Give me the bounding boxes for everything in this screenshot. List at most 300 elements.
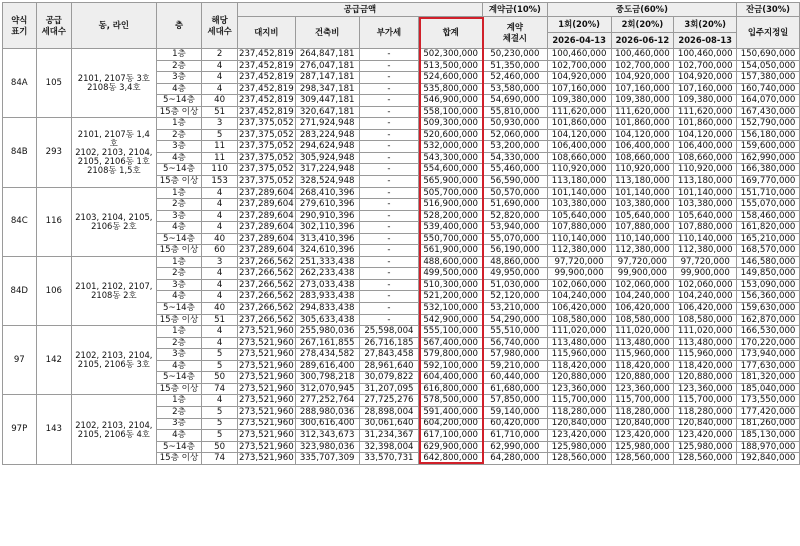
total-cell: 513,500,000 bbox=[419, 60, 483, 72]
mid3-cell: 113,480,000 bbox=[674, 337, 737, 349]
balance-cell: 185,040,000 bbox=[737, 383, 800, 395]
type-cell: 84A bbox=[3, 49, 37, 118]
type-cell: 84B bbox=[3, 118, 37, 187]
total-cell: 488,600,000 bbox=[419, 256, 483, 268]
deposit-cell: 53,940,000 bbox=[483, 222, 548, 234]
mid3-cell: 115,960,000 bbox=[674, 349, 737, 361]
mid3-cell: 106,400,000 bbox=[674, 141, 737, 153]
price-table-container bbox=[2, 2, 800, 465]
header-floor: 층 bbox=[156, 3, 202, 49]
header-deposit: 계약금(10%) bbox=[483, 3, 548, 17]
vat-cell: - bbox=[359, 164, 419, 176]
total-cell: 578,500,000 bbox=[419, 395, 483, 407]
build-cost-cell: 288,980,036 bbox=[295, 406, 359, 418]
balance-cell: 185,130,000 bbox=[737, 430, 800, 442]
balance-cell: 156,360,000 bbox=[737, 291, 800, 303]
vat-cell: - bbox=[359, 152, 419, 164]
balance-cell: 154,050,000 bbox=[737, 60, 800, 72]
floor-cell: 3층 bbox=[156, 418, 202, 430]
mid1-cell: 112,380,000 bbox=[547, 245, 611, 257]
floor-cell: 5~14층 bbox=[156, 303, 202, 315]
deposit-cell: 51,350,000 bbox=[483, 60, 548, 72]
build-cost-cell: 302,110,396 bbox=[295, 222, 359, 234]
balance-cell: 161,820,000 bbox=[737, 222, 800, 234]
mid1-cell: 120,840,000 bbox=[547, 418, 611, 430]
mid2-cell: 97,720,000 bbox=[611, 256, 674, 268]
balance-cell: 177,420,000 bbox=[737, 406, 800, 418]
total-cell: 499,500,000 bbox=[419, 268, 483, 280]
units-cell: 51 bbox=[202, 314, 237, 326]
total-cell: 542,900,000 bbox=[419, 314, 483, 326]
mid1-cell: 99,900,000 bbox=[547, 268, 611, 280]
land-cell: 237,375,052 bbox=[239, 152, 294, 163]
building-cell: 2101, 2107동 1,4호 2102, 2103, 2104, 2105, 2106동 1호 2108동 1,5호 bbox=[72, 118, 157, 187]
balance-cell: 168,570,000 bbox=[737, 245, 800, 257]
mid3-cell: 107,880,000 bbox=[674, 222, 737, 234]
households-cell: 143 bbox=[36, 395, 71, 464]
floor-cell: 1층 bbox=[156, 49, 202, 61]
deposit-cell: 55,460,000 bbox=[483, 164, 548, 176]
header-units: 해당 세대수 bbox=[202, 3, 237, 49]
balance-cell: 146,580,000 bbox=[737, 256, 800, 268]
total-cell: 616,800,000 bbox=[419, 383, 483, 395]
floor-cell: 3층 bbox=[156, 141, 202, 153]
mid2-cell: 111,620,000 bbox=[611, 106, 674, 118]
vat-cell: 30,079,822 bbox=[359, 372, 419, 384]
balance-cell: 170,220,000 bbox=[737, 337, 800, 349]
balance-cell: 156,180,000 bbox=[737, 129, 800, 141]
total-cell: 509,300,000 bbox=[419, 118, 483, 130]
type-cell: 84C bbox=[3, 187, 37, 256]
balance-cell: 173,940,000 bbox=[737, 349, 800, 361]
table-row bbox=[3, 395, 800, 407]
floor-cell: 3층 bbox=[156, 72, 202, 84]
deposit-cell: 62,990,000 bbox=[483, 441, 548, 453]
build-cost-cell: 317,224,948 bbox=[295, 164, 359, 176]
build-cost-cell: 298,347,181 bbox=[295, 83, 359, 95]
build-cost-cell: 277,252,764 bbox=[295, 395, 359, 407]
mid2-cell: 100,460,000 bbox=[611, 49, 674, 61]
households-cell: 105 bbox=[36, 49, 71, 118]
build-cost-cell: 287,147,181 bbox=[295, 72, 359, 84]
deposit-cell: 52,460,000 bbox=[483, 72, 548, 84]
mid1-cell: 123,420,000 bbox=[547, 430, 611, 442]
vat-cell: - bbox=[359, 268, 419, 280]
mid1-cell: 104,920,000 bbox=[547, 72, 611, 84]
vat-cell: - bbox=[359, 222, 419, 234]
land-cell: 273,521,960 bbox=[239, 372, 294, 383]
mid1-cell: 110,140,000 bbox=[547, 233, 611, 245]
land-cell: 237,452,819 bbox=[239, 48, 294, 59]
mid3-cell: 100,460,000 bbox=[674, 49, 737, 61]
units-cell: 4 bbox=[202, 279, 237, 291]
mid3-cell: 107,160,000 bbox=[674, 83, 737, 95]
mid2-cell: 111,020,000 bbox=[611, 326, 674, 338]
header-building: 동, 라인 bbox=[72, 3, 157, 49]
land-cell: 237,289,604 bbox=[239, 222, 294, 233]
floor-cell: 15층 이상 bbox=[156, 453, 202, 465]
floor-cell: 1층 bbox=[156, 187, 202, 199]
mid3-cell: 104,920,000 bbox=[674, 72, 737, 84]
build-cost-cell: 278,434,582 bbox=[295, 349, 359, 361]
deposit-cell: 61,710,000 bbox=[483, 430, 548, 442]
units-cell: 4 bbox=[202, 326, 237, 338]
mid3-cell: 123,420,000 bbox=[674, 430, 737, 442]
land-cell: 237,452,819 bbox=[239, 60, 294, 71]
deposit-cell: 60,440,000 bbox=[483, 372, 548, 384]
mid2-cell: 123,360,000 bbox=[611, 383, 674, 395]
mid1-cell: 108,580,000 bbox=[547, 314, 611, 326]
mid1-cell: 110,920,000 bbox=[547, 164, 611, 176]
balance-cell: 167,430,000 bbox=[737, 106, 800, 118]
units-cell: 74 bbox=[202, 453, 237, 465]
build-cost-cell: 271,924,948 bbox=[295, 118, 359, 130]
total-cell: 532,000,000 bbox=[419, 141, 483, 153]
build-cost-cell: 283,933,438 bbox=[295, 291, 359, 303]
mid3-cell: 106,420,000 bbox=[674, 303, 737, 315]
mid2-cell: 108,660,000 bbox=[611, 152, 674, 164]
deposit-cell: 52,060,000 bbox=[483, 129, 548, 141]
build-cost-cell: 328,524,948 bbox=[295, 176, 359, 188]
balance-cell: 151,710,000 bbox=[737, 187, 800, 199]
header-vat: 부가세 bbox=[359, 17, 419, 49]
mid1-cell: 104,240,000 bbox=[547, 291, 611, 303]
mid3-cell: 123,360,000 bbox=[674, 383, 737, 395]
vat-cell: - bbox=[359, 49, 419, 61]
header-land: 대지비 bbox=[237, 17, 295, 49]
total-cell: 629,900,000 bbox=[419, 441, 483, 453]
land-cell: 237,375,052 bbox=[239, 175, 294, 186]
mid3-cell: 120,880,000 bbox=[674, 372, 737, 384]
deposit-cell: 57,980,000 bbox=[483, 349, 548, 361]
type-cell: 84D bbox=[3, 256, 37, 325]
build-cost-cell: 312,070,945 bbox=[295, 383, 359, 395]
vat-cell: - bbox=[359, 199, 419, 211]
land-cell: 273,521,960 bbox=[239, 395, 294, 406]
mid2-cell: 104,920,000 bbox=[611, 72, 674, 84]
mid1-cell: 118,420,000 bbox=[547, 360, 611, 372]
build-cost-cell: 294,833,438 bbox=[295, 303, 359, 315]
mid1-cell: 104,120,000 bbox=[547, 129, 611, 141]
total-cell: 554,600,000 bbox=[419, 164, 483, 176]
mid1-cell: 113,180,000 bbox=[547, 176, 611, 188]
floor-cell: 15층 이상 bbox=[156, 245, 202, 257]
floor-cell: 15층 이상 bbox=[156, 314, 202, 326]
mid3-cell: 108,580,000 bbox=[674, 314, 737, 326]
total-cell: 543,300,000 bbox=[419, 152, 483, 164]
balance-cell: 166,530,000 bbox=[737, 326, 800, 338]
deposit-cell: 50,930,000 bbox=[483, 118, 548, 130]
mid2-cell: 125,980,000 bbox=[611, 441, 674, 453]
header-build-cost: 건축비 bbox=[295, 17, 359, 49]
units-cell: 4 bbox=[202, 83, 237, 95]
land-cell: 237,289,604 bbox=[239, 187, 294, 198]
total-cell: 561,900,000 bbox=[419, 245, 483, 257]
header-mid1: 1회(20%) bbox=[547, 17, 611, 33]
land-cell: 273,521,960 bbox=[239, 326, 294, 337]
header-mid2-date: 2026-06-12 bbox=[611, 33, 674, 49]
mid2-cell: 104,240,000 bbox=[611, 291, 674, 303]
floor-cell: 15층 이상 bbox=[156, 176, 202, 188]
land-cell: 273,521,960 bbox=[239, 453, 294, 464]
deposit-cell: 64,280,000 bbox=[483, 453, 548, 465]
floor-cell: 15층 이상 bbox=[156, 383, 202, 395]
balance-cell: 149,850,000 bbox=[737, 268, 800, 280]
build-cost-cell: 273,033,438 bbox=[295, 279, 359, 291]
floor-cell: 3층 bbox=[156, 349, 202, 361]
mid2-cell: 99,900,000 bbox=[611, 268, 674, 280]
floor-cell: 1층 bbox=[156, 395, 202, 407]
floor-cell: 2층 bbox=[156, 129, 202, 141]
header-deposit-sub: 계약 체결시 bbox=[483, 17, 548, 49]
floor-cell: 4층 bbox=[156, 360, 202, 372]
build-cost-cell: 290,910,396 bbox=[295, 210, 359, 222]
units-cell: 50 bbox=[202, 372, 237, 384]
vat-cell: 31,234,367 bbox=[359, 430, 419, 442]
floor-cell: 2층 bbox=[156, 199, 202, 211]
building-cell: 2102, 2103, 2104, 2105, 2106동 3호 bbox=[72, 326, 157, 395]
mid1-cell: 118,280,000 bbox=[547, 406, 611, 418]
mid3-cell: 110,920,000 bbox=[674, 164, 737, 176]
mid1-cell: 115,960,000 bbox=[547, 349, 611, 361]
land-cell: 237,289,604 bbox=[239, 233, 294, 244]
mid2-cell: 112,380,000 bbox=[611, 245, 674, 257]
deposit-cell: 56,590,000 bbox=[483, 176, 548, 188]
units-cell: 4 bbox=[202, 60, 237, 72]
land-cell: 273,521,960 bbox=[239, 383, 294, 394]
units-cell: 4 bbox=[202, 222, 237, 234]
total-cell: 579,800,000 bbox=[419, 349, 483, 361]
units-cell: 40 bbox=[202, 233, 237, 245]
mid3-cell: 109,380,000 bbox=[674, 95, 737, 107]
price-table-body bbox=[3, 49, 800, 465]
mid1-cell: 111,020,000 bbox=[547, 326, 611, 338]
deposit-cell: 53,210,000 bbox=[483, 303, 548, 315]
floor-cell: 5~14층 bbox=[156, 164, 202, 176]
mid3-cell: 128,560,000 bbox=[674, 453, 737, 465]
deposit-cell: 57,850,000 bbox=[483, 395, 548, 407]
mid2-cell: 115,700,000 bbox=[611, 395, 674, 407]
build-cost-cell: 323,980,036 bbox=[295, 441, 359, 453]
header-balance: 잔금(30%) bbox=[737, 3, 800, 17]
balance-cell: 188,970,000 bbox=[737, 441, 800, 453]
header-total: 합계 bbox=[419, 17, 483, 49]
deposit-cell: 50,570,000 bbox=[483, 187, 548, 199]
building-cell: 2103, 2104, 2105, 2106동 2호 bbox=[72, 187, 157, 256]
balance-cell: 159,600,000 bbox=[737, 141, 800, 153]
mid3-cell: 104,120,000 bbox=[674, 129, 737, 141]
mid3-cell: 102,060,000 bbox=[674, 279, 737, 291]
vat-cell: - bbox=[359, 106, 419, 118]
build-cost-cell: 262,233,438 bbox=[295, 268, 359, 280]
deposit-cell: 54,690,000 bbox=[483, 95, 548, 107]
building-cell: 2101, 2107동 3호 2108동 3,4호 bbox=[72, 49, 157, 118]
mid1-cell: 97,720,000 bbox=[547, 256, 611, 268]
deposit-cell: 56,740,000 bbox=[483, 337, 548, 349]
vat-cell: 32,398,004 bbox=[359, 441, 419, 453]
land-cell: 237,266,562 bbox=[239, 314, 294, 325]
build-cost-cell: 313,410,396 bbox=[295, 233, 359, 245]
units-cell: 4 bbox=[202, 199, 237, 211]
mid3-cell: 113,180,000 bbox=[674, 176, 737, 188]
households-cell: 293 bbox=[36, 118, 71, 187]
mid1-cell: 107,160,000 bbox=[547, 83, 611, 95]
build-cost-cell: 268,410,396 bbox=[295, 187, 359, 199]
deposit-cell: 56,190,000 bbox=[483, 245, 548, 257]
mid2-cell: 107,880,000 bbox=[611, 222, 674, 234]
land-cell: 237,452,819 bbox=[239, 83, 294, 94]
vat-cell: 33,570,731 bbox=[359, 453, 419, 465]
mid3-cell: 103,380,000 bbox=[674, 199, 737, 211]
total-cell: 510,300,000 bbox=[419, 279, 483, 291]
build-cost-cell: 320,647,181 bbox=[295, 106, 359, 118]
units-cell: 4 bbox=[202, 210, 237, 222]
header-mid3: 3회(20%) bbox=[674, 17, 737, 33]
vat-cell: - bbox=[359, 245, 419, 257]
total-cell: 642,800,000 bbox=[419, 453, 483, 465]
total-cell: 546,900,000 bbox=[419, 95, 483, 107]
total-cell: 565,900,000 bbox=[419, 176, 483, 188]
mid3-cell: 110,140,000 bbox=[674, 233, 737, 245]
build-cost-cell: 312,343,673 bbox=[295, 430, 359, 442]
balance-cell: 177,630,000 bbox=[737, 360, 800, 372]
building-cell: 2101, 2102, 2107, 2108동 2호 bbox=[72, 256, 157, 325]
vat-cell: - bbox=[359, 60, 419, 72]
mid2-cell: 106,400,000 bbox=[611, 141, 674, 153]
total-cell: 505,700,000 bbox=[419, 187, 483, 199]
build-cost-cell: 289,616,400 bbox=[295, 360, 359, 372]
vat-cell: 26,716,185 bbox=[359, 337, 419, 349]
balance-cell: 173,550,000 bbox=[737, 395, 800, 407]
households-cell: 142 bbox=[36, 326, 71, 395]
build-cost-cell: 294,624,948 bbox=[295, 141, 359, 153]
units-cell: 5 bbox=[202, 360, 237, 372]
mid1-cell: 101,860,000 bbox=[547, 118, 611, 130]
mid1-cell: 113,480,000 bbox=[547, 337, 611, 349]
floor-cell: 15층 이상 bbox=[156, 106, 202, 118]
mid2-cell: 110,140,000 bbox=[611, 233, 674, 245]
mid1-cell: 106,400,000 bbox=[547, 141, 611, 153]
build-cost-cell: 255,980,036 bbox=[295, 326, 359, 338]
units-cell: 4 bbox=[202, 187, 237, 199]
table-row bbox=[3, 256, 800, 268]
total-cell: 516,900,000 bbox=[419, 199, 483, 211]
deposit-cell: 55,810,000 bbox=[483, 106, 548, 118]
mid3-cell: 101,140,000 bbox=[674, 187, 737, 199]
floor-cell: 5~14층 bbox=[156, 95, 202, 107]
mid2-cell: 128,560,000 bbox=[611, 453, 674, 465]
deposit-cell: 50,230,000 bbox=[483, 49, 548, 61]
floor-cell: 1층 bbox=[156, 256, 202, 268]
land-cell: 237,375,052 bbox=[239, 118, 294, 129]
build-cost-cell: 309,447,181 bbox=[295, 95, 359, 107]
land-cell: 237,289,604 bbox=[239, 210, 294, 221]
balance-cell: 158,460,000 bbox=[737, 210, 800, 222]
land-cell: 237,266,562 bbox=[239, 256, 294, 267]
mid3-cell: 104,240,000 bbox=[674, 291, 737, 303]
vat-cell: 28,961,640 bbox=[359, 360, 419, 372]
vat-cell: - bbox=[359, 176, 419, 188]
balance-cell: 153,090,000 bbox=[737, 279, 800, 291]
vat-cell: - bbox=[359, 118, 419, 130]
units-cell: 5 bbox=[202, 406, 237, 418]
land-cell: 273,521,960 bbox=[239, 406, 294, 417]
header-type: 약식 표기 bbox=[3, 3, 37, 49]
balance-cell: 160,740,000 bbox=[737, 83, 800, 95]
floor-cell: 3층 bbox=[156, 279, 202, 291]
total-cell: 528,200,000 bbox=[419, 210, 483, 222]
land-cell: 237,452,819 bbox=[239, 95, 294, 106]
mid1-cell: 102,060,000 bbox=[547, 279, 611, 291]
mid1-cell: 128,560,000 bbox=[547, 453, 611, 465]
balance-cell: 152,790,000 bbox=[737, 118, 800, 130]
units-cell: 5 bbox=[202, 430, 237, 442]
vat-cell: - bbox=[359, 314, 419, 326]
deposit-cell: 55,070,000 bbox=[483, 233, 548, 245]
table-row bbox=[3, 118, 800, 130]
land-cell: 273,521,960 bbox=[239, 360, 294, 371]
mid1-cell: 107,880,000 bbox=[547, 222, 611, 234]
mid3-cell: 120,840,000 bbox=[674, 418, 737, 430]
land-cell: 273,521,960 bbox=[239, 349, 294, 360]
vat-cell: - bbox=[359, 210, 419, 222]
vat-cell: - bbox=[359, 141, 419, 153]
build-cost-cell: 267,161,855 bbox=[295, 337, 359, 349]
balance-cell: 192,840,000 bbox=[737, 453, 800, 465]
deposit-cell: 54,290,000 bbox=[483, 314, 548, 326]
deposit-cell: 60,420,000 bbox=[483, 418, 548, 430]
mid2-cell: 108,580,000 bbox=[611, 314, 674, 326]
units-cell: 4 bbox=[202, 291, 237, 303]
land-cell: 237,289,604 bbox=[239, 245, 294, 256]
floor-cell: 4층 bbox=[156, 83, 202, 95]
vat-cell: - bbox=[359, 95, 419, 107]
floor-cell: 4층 bbox=[156, 430, 202, 442]
land-cell: 273,521,960 bbox=[239, 337, 294, 348]
total-cell: 604,400,000 bbox=[419, 372, 483, 384]
vat-cell: - bbox=[359, 291, 419, 303]
units-cell: 11 bbox=[202, 141, 237, 153]
households-cell: 106 bbox=[36, 256, 71, 325]
units-cell: 4 bbox=[202, 395, 237, 407]
mid3-cell: 111,020,000 bbox=[674, 326, 737, 338]
land-cell: 273,521,960 bbox=[239, 418, 294, 429]
deposit-cell: 49,950,000 bbox=[483, 268, 548, 280]
balance-cell: 157,380,000 bbox=[737, 72, 800, 84]
table-row bbox=[3, 49, 800, 61]
deposit-cell: 52,120,000 bbox=[483, 291, 548, 303]
deposit-cell: 51,690,000 bbox=[483, 199, 548, 211]
land-cell: 237,375,052 bbox=[239, 141, 294, 152]
units-cell: 4 bbox=[202, 268, 237, 280]
floor-cell: 3층 bbox=[156, 210, 202, 222]
type-cell: 97 bbox=[3, 326, 37, 395]
build-cost-cell: 264,847,181 bbox=[295, 49, 359, 61]
build-cost-cell: 279,610,396 bbox=[295, 199, 359, 211]
build-cost-cell: 305,924,948 bbox=[295, 152, 359, 164]
deposit-cell: 51,030,000 bbox=[483, 279, 548, 291]
deposit-cell: 48,860,000 bbox=[483, 256, 548, 268]
mid3-cell: 115,700,000 bbox=[674, 395, 737, 407]
build-cost-cell: 335,707,309 bbox=[295, 453, 359, 465]
build-cost-cell: 276,047,181 bbox=[295, 60, 359, 72]
units-cell: 5 bbox=[202, 349, 237, 361]
units-cell: 153 bbox=[202, 176, 237, 188]
deposit-cell: 52,820,000 bbox=[483, 210, 548, 222]
vat-cell: - bbox=[359, 83, 419, 95]
mid3-cell: 108,660,000 bbox=[674, 152, 737, 164]
type-cell: 97P bbox=[3, 395, 37, 464]
